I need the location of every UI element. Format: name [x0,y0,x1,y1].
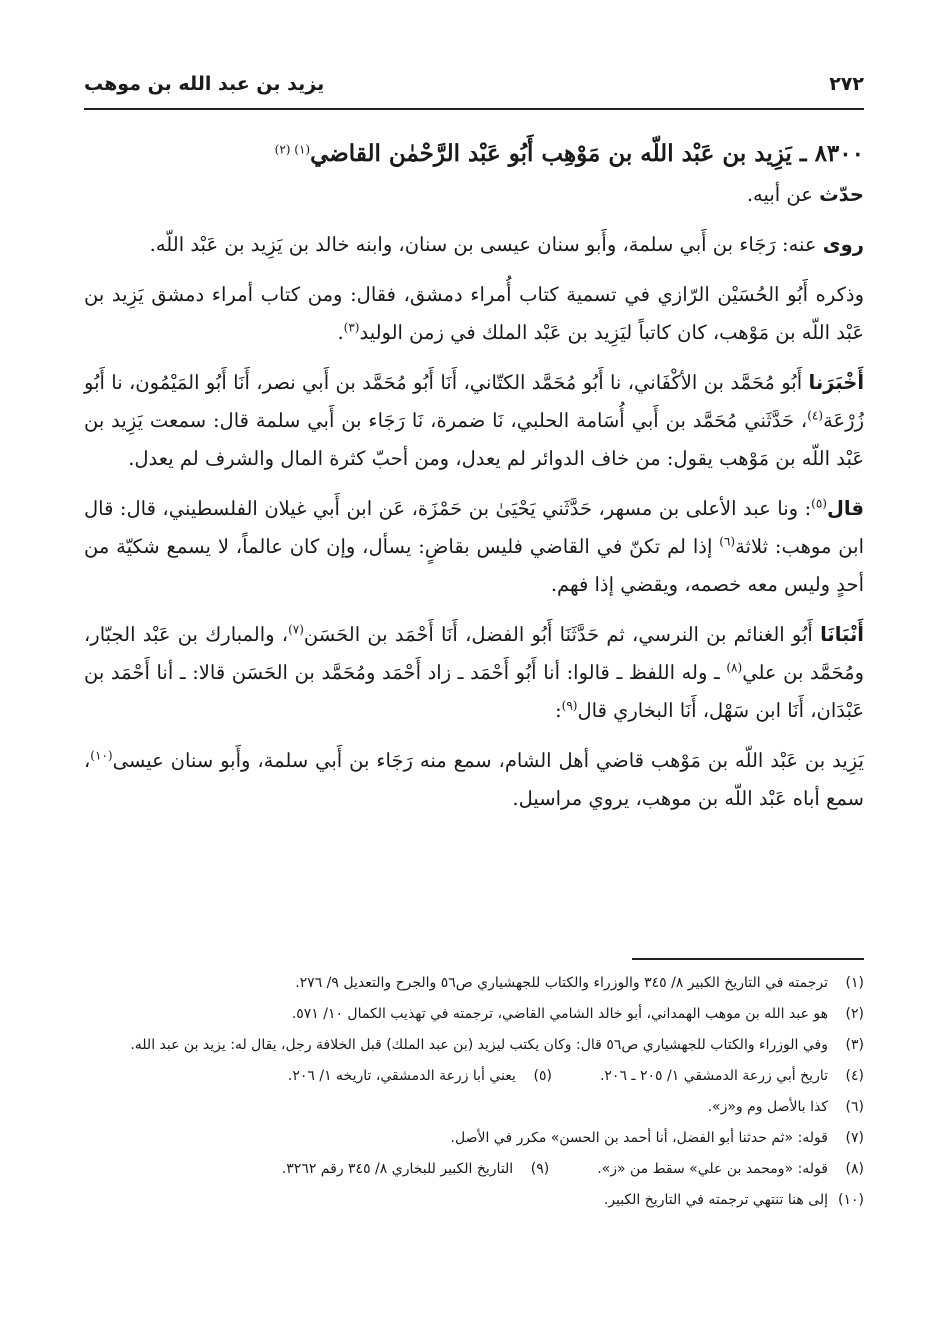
paragraph-akhbarana [84,364,864,478]
hadith-lead-word: حدّث [819,183,864,206]
footnote-text: هو عبد الله بن موهب الهمداني، أبو خالد الشامي القاضي، ترجمته في تهذيب الكمال ١٠/ ٥٧١. [291,1006,828,1022]
footnote-text: وفي الوزراء والكتاب للجهشياري ص٥٦ قال: وكان يكتب ليزيد (بن عبد الملك) قبل الخلافة رجل، يقال له: يزيد بن عبد الله. [130,1037,828,1053]
paragraph-bukhari [84,742,864,818]
p2-text-a: وذكره أَبُو الحُسَيْن الرّازي في تسمية كتاب أُمراء دمشق، فقال: ومن كتاب أمراء دمشق يَزِيد بن عَبْد اللّه بن مَوْهب، كان كاتباً ليَزِيد بن عَبْد الملك في زمن الوليد [84,283,864,344]
footnote-number: (٢) [845,1006,864,1022]
footnote-text: ترجمته في التاريخ الكبير ٨/ ٣٤٥ والوزراء والكتاب للجهشياري ص٥٦ والجرح والتعديل ٩/ ٢٧٦. [295,975,828,991]
footnote-3 [84,1030,864,1061]
footnote-mark-5: (٥) [811,496,827,511]
footnote-mark-8: (٨) [726,660,743,675]
entry-title: ٨٣٠٠ ـ يَزِيد بن عَبْد اللّه بن مَوْهِب أَبُو عَبْد الرَّحْمٰن القاضي [310,140,864,167]
footnote-number: (٧) [845,1130,864,1146]
entry-heading [84,132,864,214]
footnote-number: (٨) [845,1161,864,1177]
p3-lead-word: أَخْبَرَنا [808,371,865,394]
p6-text-b: ، سمع أباه عَبْد اللّه بن موهب، يروي مراسيل. [84,749,864,810]
footnote-5 [288,1061,552,1092]
footnote-number: (٣) [845,1037,864,1053]
footnote-text: قوله: «ثم حدثنا أبو الفضل، أنا أحمد بن الحسن» مكرر في الأصل. [450,1130,828,1146]
p5-lead-word: أَنْبَانَا [820,623,864,646]
footnote-text: قوله: «ومحمد بن علي» سقط من «ز». [597,1161,828,1177]
footnote-rule [632,958,864,960]
footnote-number: (٥) [533,1068,552,1084]
paragraph-qala [84,490,864,604]
footnote-7 [84,1123,864,1154]
paragraph-razi [84,276,864,352]
p1-text: عنه: رَجَاء بن أَبي سلمة، وأَبو سنان عيسى بن سنان، وابنه خالد بن يَزِيد بن عَبْد اللّه. [149,233,817,256]
header-rule [84,108,864,110]
footnotes [84,968,864,1216]
p5-text-c: ـ وله اللفظ ـ قالوا: أنا أَبُو أَحْمَد ـ زاد أَحْمَد ومُحَمَّد بن الحَسَن قالا: ـ أنا أَحْمَد بن عَبْدَان، أَنَا ابن سَهْل، أَنَا البخاري قال [84,661,864,722]
paragraph-anbana [84,616,864,730]
page-number: ٢٧٢ [829,73,864,95]
footnote-text: إلى هنا تنتهي ترجمته في التاريخ الكبير. [603,1192,828,1208]
footnote-2 [84,999,864,1030]
p4-text-b: إذا لم تكنّ في القاضي فليس بقاضٍ: يسأل، وإن كان عالماً، لا يسمع شكيّة من أحدٍ وليس معه خصمه، ويقضي إذا فهم. [84,535,864,596]
main-text [84,132,864,830]
footnote-9 [282,1154,549,1185]
footnote-10 [84,1185,864,1216]
footnote-mark-9: (٩) [561,698,578,713]
footnote-number: (٩) [530,1161,550,1177]
footnote-8 [597,1154,864,1185]
p5-text-d: : [555,699,562,722]
p5-text-b: ، والمبارك بن عَبْد الجبّار، ومُحَمَّد بن علي [84,623,864,684]
p3-text-a: أَبُو مُحَمَّد بن الأكْفَاني، نا أَبُو مُحَمَّد الكتّاني، أَنَا أَبُو مُحَمَّد بن أَبي نصر، أَنَا أَبُو المَيْمُون، نا أَبُو زُرْعَة [84,371,864,432]
footnote-text: التاريخ الكبير للبخاري ٨/ ٣٤٥ رقم ٣٢٦٢. [281,1161,514,1177]
footnote-number: (٦) [845,1099,864,1115]
footnote-1 [84,968,864,999]
p4-lead-word: قال [826,497,864,520]
footnote-row-4-5 [84,1061,864,1092]
footnote-text: كذا بالأصل وم و«ز». [707,1099,828,1115]
running-title: يزيد بن عبد الله بن موهب [84,73,325,95]
footnote-number: (٤) [845,1068,864,1084]
footnote-6 [84,1092,864,1123]
footnote-mark-4: (٤) [807,408,824,423]
p2-text-b: . [337,321,344,344]
title-footnote-marks: (١) (٢) [274,142,311,157]
p4-text-a: : ونا عبد الأعلى بن مسهر، حَدَّثَني يَحْيَىٰ بن حَمْزَة، عَن ابن أَبي غيلان الفلسطيني، قال: قال ابن موهب: ثلاثة [84,497,864,558]
footnote-mark-7: (٧) [288,622,304,637]
footnote-number: (١٠) [838,1192,864,1208]
footnote-text: تاريخ أبي زرعة الدمشقي ١/ ٢٠٥ ـ ٢٠٦. [599,1068,828,1084]
footnote-mark-10: (١٠) [90,748,113,763]
p6-text-a: يَزِيد بن عَبْد اللّه بن مَوْهب قاضي أهل الشام، سمع منه رَجَاء بن أَبي سلمة، وأَبو سنان عيسى [112,749,864,772]
p1-lead-word: روى [822,233,864,256]
hadith-text: عن أبيه. [746,183,813,206]
footnote-number: (١) [845,975,864,991]
footnote-row-8-9 [84,1154,864,1185]
footnote-4 [600,1061,864,1092]
page-header [84,66,864,102]
paragraph-narrators [84,226,864,264]
footnote-mark-3: (٣) [343,320,360,335]
footnote-text: يعني أبا زرعة الدمشقي، تاريخه ١/ ٢٠٦. [287,1068,516,1084]
p5-text-a: أَبُو الغنائم بن النرسي، ثم حَدَّثَنَا أَبُو الفضل، أَنَا أَحْمَد بن الحَسَن [303,623,813,646]
p3-text-b: ، حَدَّثَني مُحَمَّد بن أَبي أُسَامة الحلبي، نَا ضمرة، نَا رَجَاء بن أَبي سلمة قال: سمعت يَزِيد بن عَبْد اللّه بن مَوْهب يقول: من خاف الدوائر لم يعدل، ومن أحبّ كثرة المال والشرف لم يعدل. [84,409,864,470]
footnote-mark-6: (٦) [719,534,736,549]
